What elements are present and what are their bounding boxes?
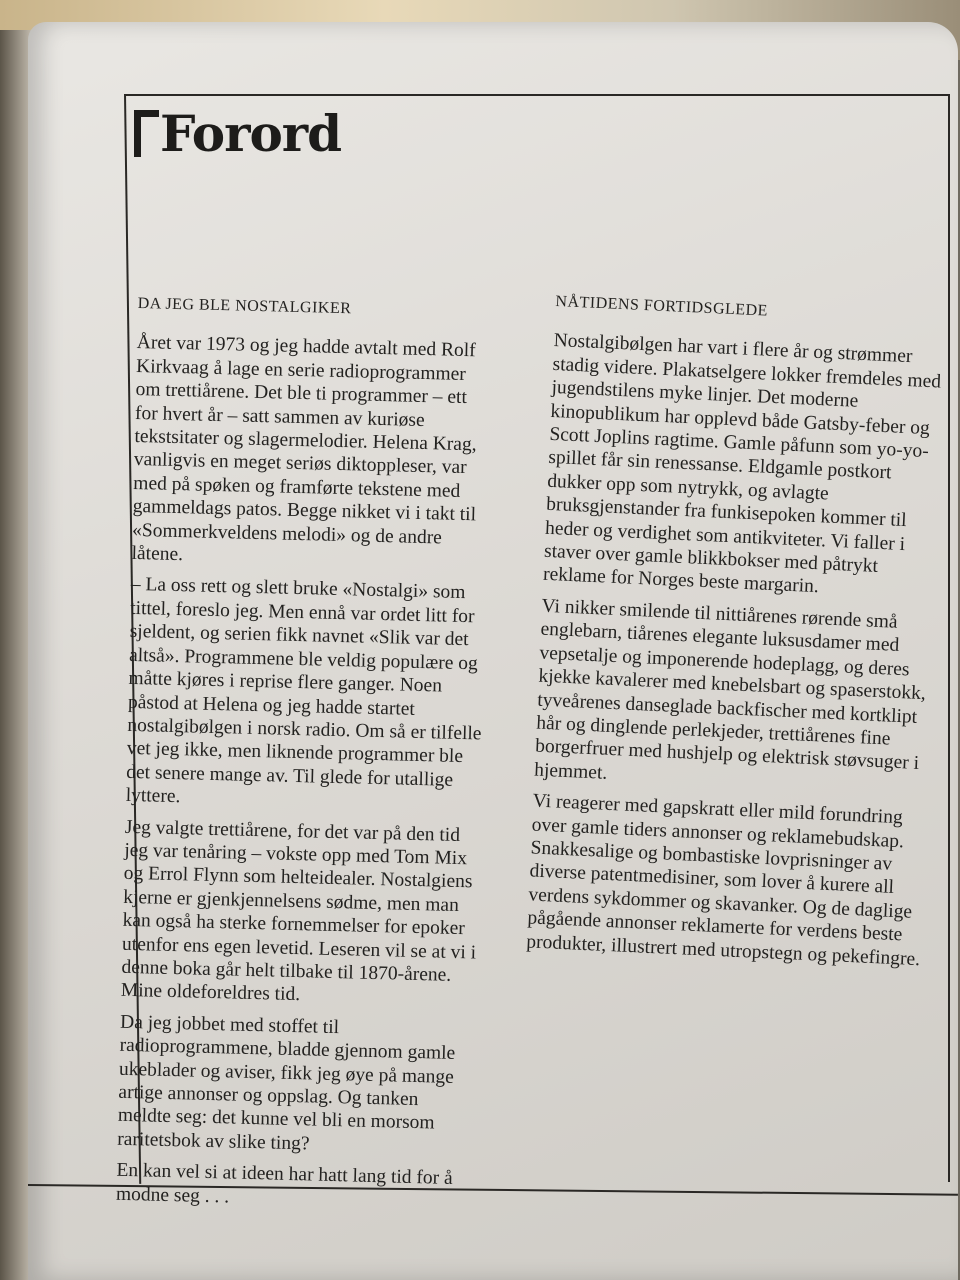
left-column-heading: DA JEG BLE NOSTALGIKER [137,294,352,318]
page-title: Forord [160,104,342,163]
paragraph: Vi nikker smilende til nittiårenes rørende små englebarn, tiårenes elegante luksusdamer med vepsetalje og imponerende hodeplagg, og deres kjekke kavalerer med knebelsbart og spaserstokk, tyveårenes danseglade backfischer med kortklipt hår og dinglende perlekjeder, trettiårenes fine borgerfruer med hushjelp og elektrisk støvsuger i hjemmet. [533,595,927,784]
paragraph: Jeg valgte trettiårene, for det var på den tid jeg var tenåring – vokste opp med Tom Mix og Errol Flynn som helteidealer. Nostalgiens kjerne er gjenkjennelsens sødme, men man kan også ha sterke fornemmelser for epoker utenfor ens egen levetid. Leseren vil se at vi i denne boka går helt tilbake til 1870-årene. Mine oldeforeldres tid. [120,816,477,1006]
paragraph: Vi reagerer med gapskratt eller mild forundring over gamle tiders annonser og reklamebudskap. Snakkesalige og bombastiske lovprisninger av diverse patentmedisiner, som lover å kurere all verdens sykdommer og skavanker. Og de daglige pågående annonser reklamerte for verdens beste produkter, illustrert med utropstegn og pekefingre. [525,790,921,970]
paragraph: Da jeg jobbet med stoffet til radioprogrammene, bladde gjennom gamle ukeblader og aviser, fikk jeg øye på mange artige annonser og oppslag. Og tanken meldte seg: det kunne vel bli en morsom raritetsbok av slike ting? [117,1011,456,1155]
paragraph: En kan vel si at ideen har hatt lang tid for å modne seg . . . [115,1159,453,1208]
paragraph: Nostalgibølgen har vart i flere år og strømmer stadig videre. Plakatselgere lokker fremdeles med jugendstilens myke linjer. Det moderne kinopublikum har opplevd både Gatsby-feber og Scott Joplins ragtime. Gamle påfunn som yo-yo-spillet får sin renessanse. Eldgamle postkort dukker opp som nytrykk, og avlagte bruksgjenstander fra funkisepoken kommer til heder og verdighet som antikviteter. Vi faller i staver over gamle blikkbokser med påtrykt reklame for Norges beste margarin. [542,330,942,598]
title-bracket-ornament [134,110,159,157]
paragraph: Året var 1973 og jeg hadde avtalt med Rolf Kirkvaag å lage en serie radioprogrammer om trettiårene. Det ble ti programmer – ett for hvert år – satt sammen av kuriøse tekstsitater og slagermelodier. Helena Krag, vanligvis en meget seriøs diktoppleser, var med på spøken og framførte tekstene med gammeldags patos. Begge nikket vi i takt til «Sommerkveldens melodi» og de andre låtene. [131,332,477,566]
book-page [28,22,958,1280]
frame-top-rule [126,94,948,96]
paragraph: – La oss rett og slett bruke «Nostalgi» som tittel, foreslo jeg. Men ennå var ordet litt for sjeldent, og serien fikk navnet «Slik var det altså». Programmene ble veldig populære og måtte kjøres i reprise flere ganger. Noen påstod at Helena og jeg hadde startet nostalgibølgen i norsk radio. Om så er tilfelle vet jeg ikke, men liknende programmer ble det senere mange av. Til glede for utallige lyttere. [125,574,482,808]
right-column-heading: NÅTIDENS FORTIDSGLEDE [555,292,769,320]
right-column [526,290,951,971]
frame-right-rule [948,94,950,1182]
left-column [116,292,493,1214]
